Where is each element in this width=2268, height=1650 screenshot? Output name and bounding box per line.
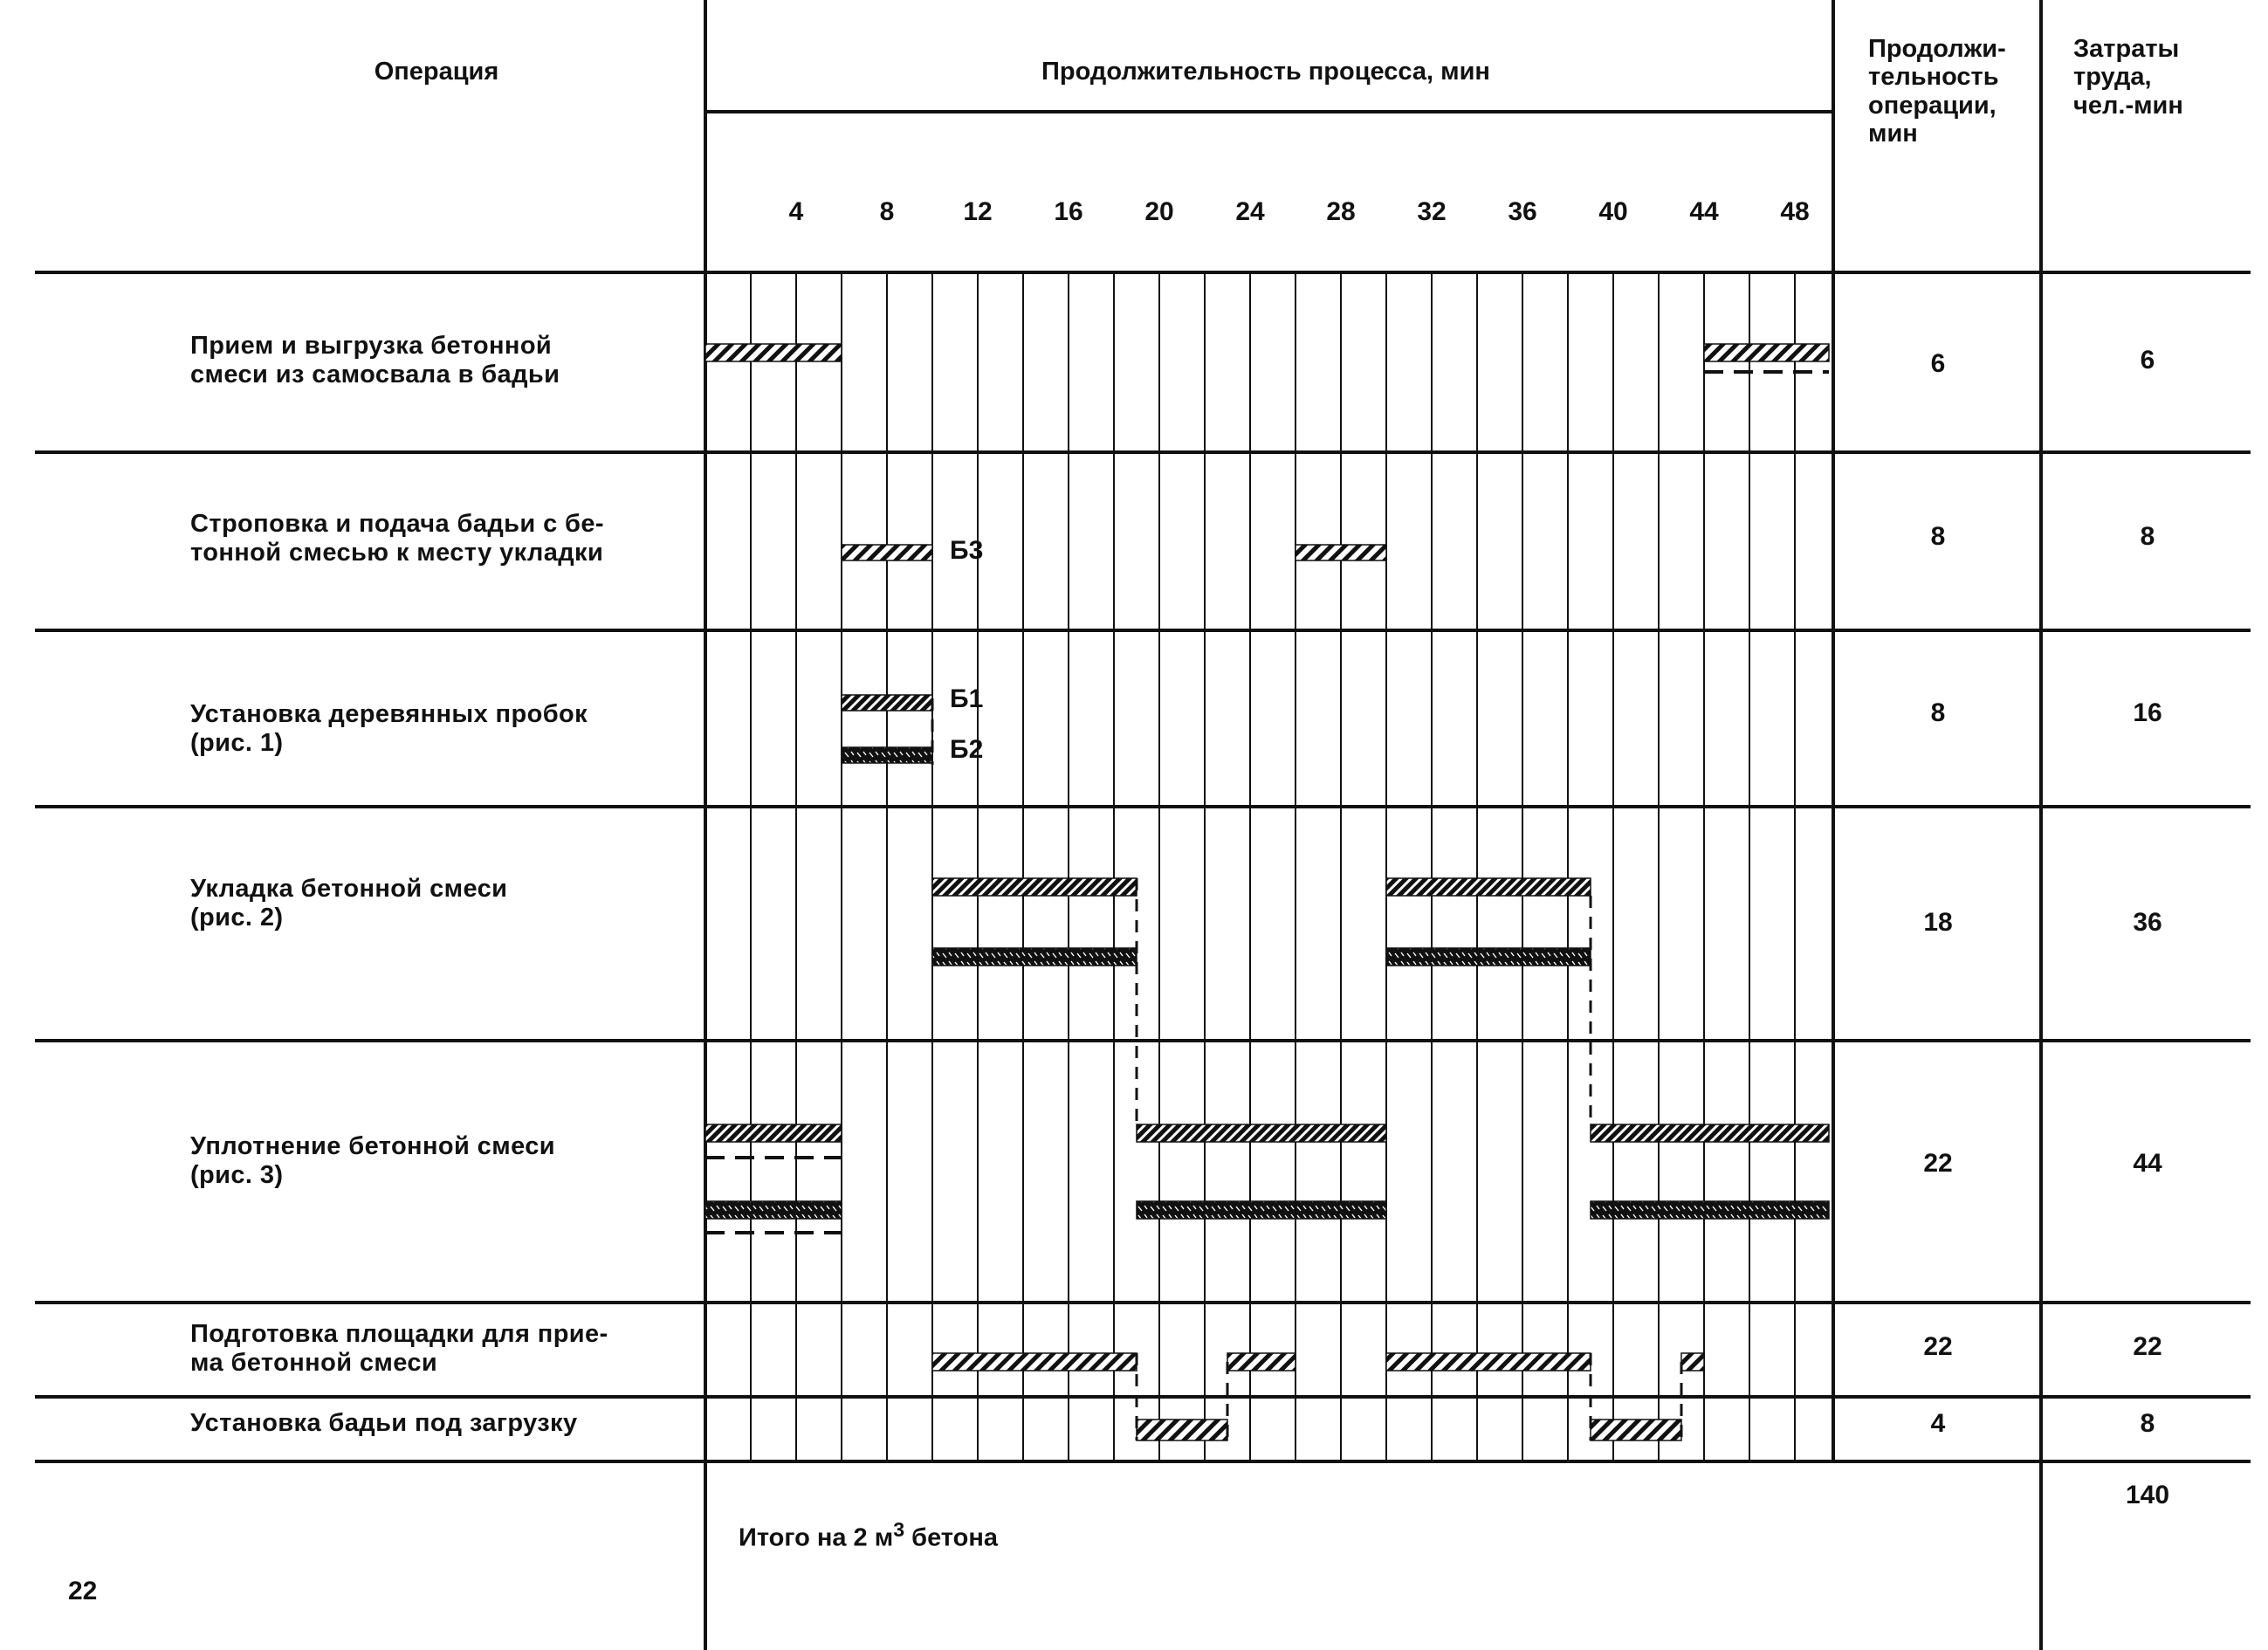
page-number: 22 [68, 1577, 98, 1605]
duration-5: 22 [1923, 1149, 1953, 1178]
bar-hatch-1 [1704, 344, 1829, 361]
bar-solid-12 [705, 1201, 842, 1219]
total-value: 140 [2125, 1481, 2170, 1509]
duration-6: 22 [1923, 1332, 1953, 1361]
bar-hatch-22 [1591, 1420, 1681, 1440]
bar-hatch-20 [1681, 1353, 1704, 1371]
marker-b1: Б1 [950, 684, 984, 713]
bar-hatch-18 [1227, 1353, 1296, 1371]
duration-4: 18 [1923, 908, 1953, 937]
marker-b2: Б2 [950, 735, 984, 764]
bar-hatch-bold-15 [1591, 1124, 1829, 1142]
duration-7: 4 [1930, 1409, 1946, 1438]
bar-hatch-4 [1296, 545, 1386, 560]
bar-hatch-bold-5 [842, 695, 932, 711]
bar-solid-6 [842, 747, 932, 763]
operation-name-1: Прием и выгрузка бетонной смеси из самосвала в бадьи [190, 332, 560, 389]
time-tick-40: 40 [1598, 197, 1628, 226]
bar-hatch-bold-11 [705, 1124, 842, 1142]
time-tick-32: 32 [1417, 197, 1447, 226]
operation-name-4: Укладка бетонной смеси (рис. 2) [190, 875, 508, 932]
time-tick-8: 8 [879, 197, 895, 226]
operation-name-7: Установка бадьи под загрузку [190, 1409, 578, 1437]
header-process-duration: Продолжительность процесса, мин [1041, 58, 1490, 86]
operation-name-3: Установка деревянных пробок (рис. 1) [190, 700, 588, 758]
header-op-duration: Продолжи- тельность операции, мин [1868, 35, 2006, 148]
bar-solid-16 [1591, 1201, 1829, 1219]
labor-1: 6 [2140, 346, 2155, 375]
time-tick-28: 28 [1326, 197, 1356, 226]
labor-3: 16 [2133, 698, 2162, 727]
bar-hatch-17 [932, 1353, 1137, 1371]
total-label: Итого на 2 $м^3$ бетона [739, 1518, 998, 1552]
labor-5: 44 [2133, 1149, 2162, 1178]
bar-hatch-3 [842, 545, 932, 560]
time-tick-20: 20 [1144, 197, 1174, 226]
header-operation: Операция [374, 58, 499, 86]
bar-hatch-0 [705, 344, 842, 361]
time-tick-48: 48 [1780, 197, 1810, 226]
labor-4: 36 [2133, 908, 2162, 937]
labor-6: 22 [2133, 1332, 2162, 1361]
bar-hatch-bold-7 [932, 878, 1137, 896]
bar-hatch-bold-13 [1137, 1124, 1386, 1142]
operation-name-6: Подготовка площадки для прие- ма бетонной смеси [190, 1320, 608, 1378]
bar-solid-10 [1386, 948, 1591, 966]
duration-1: 6 [1930, 349, 1946, 378]
bar-hatch-21 [1137, 1420, 1227, 1440]
time-tick-12: 12 [963, 197, 993, 226]
operation-name-5: Уплотнение бетонной смеси (рис. 3) [190, 1132, 555, 1190]
bar-solid-8 [932, 948, 1137, 966]
duration-3: 8 [1930, 698, 1946, 727]
header-labor: Затраты труда, чел.-мин [2073, 35, 2183, 120]
duration-2: 8 [1930, 522, 1946, 551]
time-tick-24: 24 [1235, 197, 1265, 226]
labor-7: 8 [2140, 1409, 2155, 1438]
bar-hatch-19 [1386, 1353, 1591, 1371]
marker-b3: Б3 [950, 536, 984, 565]
operation-name-2: Строповка и подача бадьи с бе- тонной смесью к месту укладки [190, 510, 604, 567]
bar-solid-14 [1137, 1201, 1386, 1219]
time-tick-44: 44 [1689, 197, 1719, 226]
time-tick-36: 36 [1508, 197, 1537, 226]
time-tick-16: 16 [1054, 197, 1083, 226]
bar-hatch-bold-9 [1386, 878, 1591, 896]
time-tick-4: 4 [788, 197, 804, 226]
labor-2: 8 [2140, 522, 2155, 551]
